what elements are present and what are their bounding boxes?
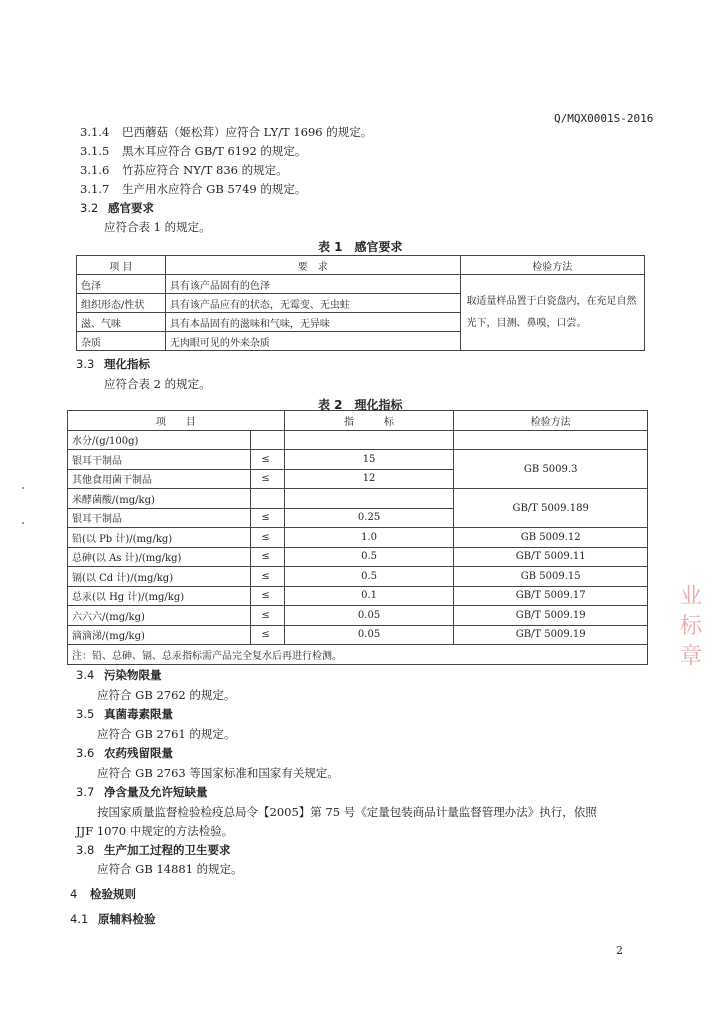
table1-requirement: 具有该产品固有的色泽 bbox=[165, 275, 460, 294]
table1-requirement: 具有本品固有的滋味和气味，无异味 bbox=[165, 313, 460, 332]
table2-method: GB/T 5009.11 bbox=[454, 547, 648, 567]
table2-method bbox=[454, 430, 648, 450]
clause-number: 3.1.7 bbox=[80, 182, 110, 196]
section-title: 真菌毒素限量 bbox=[104, 707, 173, 721]
table-row bbox=[68, 606, 648, 626]
table2-value: 0.05 bbox=[284, 606, 454, 626]
table2-leq: ≤ bbox=[250, 625, 284, 645]
table1-header-item: 项 目 bbox=[77, 256, 166, 275]
table2-method: GB/T 5009.17 bbox=[454, 586, 648, 606]
section-body-3-7-line1: 按国家质量监督检验检疫总局令【2005】第 75 号《定量包装商品计量监督管理办法》执行，依照 bbox=[97, 805, 597, 819]
clause-3-1-6 bbox=[80, 162, 288, 178]
section-title: 感官要求 bbox=[108, 201, 154, 215]
table2-value bbox=[284, 430, 454, 450]
table2-method: GB/T 5009.19 bbox=[454, 606, 648, 626]
table2-value: 1.0 bbox=[284, 528, 454, 548]
section-body-3-2: 应符合表 1 的规定。 bbox=[104, 220, 211, 234]
table2-value: 0.5 bbox=[284, 567, 454, 587]
table2-value: 0.05 bbox=[284, 625, 454, 645]
section-heading-3-3 bbox=[76, 356, 150, 372]
clause-3-1-4 bbox=[80, 124, 372, 140]
table2-value: 15 bbox=[284, 450, 454, 470]
table1-caption: 表 1 感官要求 bbox=[318, 240, 403, 254]
table2-header-row bbox=[68, 411, 648, 431]
section-heading-3-4 bbox=[76, 667, 162, 683]
table2-leq bbox=[250, 430, 284, 450]
section-number: 3.3 bbox=[76, 357, 95, 371]
table1-header-row bbox=[77, 256, 645, 275]
section-number: 3.8 bbox=[76, 843, 95, 857]
table2-item: 六六六/(mg/kg) bbox=[68, 606, 251, 626]
clause-number: 3.1.4 bbox=[80, 125, 110, 139]
table1-item: 色泽 bbox=[77, 275, 166, 294]
clause-text: 生产用水应符合 GB 5749 的规定。 bbox=[122, 182, 307, 196]
stamp-text: 业标 bbox=[680, 584, 703, 639]
section-title: 检验规则 bbox=[90, 887, 136, 901]
table2-item: 总汞(以 Hg 计)/(mg/kg) bbox=[68, 586, 251, 606]
table2-item: 水分/(g/100g) bbox=[68, 430, 251, 450]
table1-header-method: 检验方法 bbox=[460, 256, 645, 275]
table2-method: GB/T 5009.189 bbox=[454, 489, 648, 528]
section-number: 4.1 bbox=[70, 912, 89, 926]
table2-leq: ≤ bbox=[250, 586, 284, 606]
table-row bbox=[68, 489, 648, 509]
clause-number: 3.1.5 bbox=[80, 144, 110, 158]
section-heading-3-6 bbox=[76, 745, 173, 761]
table2-leq: ≤ bbox=[250, 450, 284, 470]
document-code: Q/MQX0001S-2016 bbox=[554, 112, 654, 125]
clause-number: 3.1.6 bbox=[80, 163, 110, 177]
clause-3-1-7 bbox=[80, 181, 306, 197]
section-heading-3-2 bbox=[80, 200, 154, 216]
section-number: 3.7 bbox=[76, 785, 95, 799]
section-heading-3-7 bbox=[76, 784, 208, 800]
table2-value: 0.1 bbox=[284, 586, 454, 606]
table2-header-item: 项 目 bbox=[68, 411, 285, 431]
section-body-3-8: 应符合 GB 14881 的规定。 bbox=[97, 862, 243, 876]
section-title: 污染物限量 bbox=[104, 668, 162, 682]
table1-item: 杂质 bbox=[77, 332, 166, 351]
stamp-text: 章 bbox=[680, 644, 703, 669]
section-heading-3-5 bbox=[76, 706, 173, 722]
table2-value: 0.25 bbox=[284, 508, 454, 528]
table-row bbox=[77, 275, 645, 294]
table2-leq: ≤ bbox=[250, 606, 284, 626]
table2-leq: ≤ bbox=[250, 547, 284, 567]
section-body-3-6: 应符合 GB 2763 等国家标准和国家有关规定。 bbox=[97, 766, 339, 780]
section-title: 理化指标 bbox=[104, 357, 150, 371]
table2-item: 铅(以 Pb 计)/(mg/kg) bbox=[68, 528, 251, 548]
table2-method: GB 5009.15 bbox=[454, 567, 648, 587]
section-number: 3.5 bbox=[76, 707, 95, 721]
page-number: 2 bbox=[616, 944, 623, 957]
section-body-3-7-line2: JJF 1070 中规定的方法检验。 bbox=[76, 824, 234, 838]
clause-text: 竹荪应符合 NY/T 836 的规定。 bbox=[122, 163, 288, 177]
scan-speck bbox=[22, 487, 24, 489]
scan-speck bbox=[22, 522, 24, 524]
table-row bbox=[68, 586, 648, 606]
section-title: 净含量及允许短缺量 bbox=[104, 785, 208, 799]
table2-item: 其他食用菌干制品 bbox=[68, 469, 251, 489]
table1-requirement: 无肉眼可见的外来杂质 bbox=[165, 332, 460, 351]
table2-header-value: 指 标 bbox=[284, 411, 454, 431]
table2-leq: ≤ bbox=[250, 528, 284, 548]
table2-value: 12 bbox=[284, 469, 454, 489]
section-title: 原辅料检验 bbox=[98, 912, 156, 926]
section-body-3-4: 应符合 GB 2762 的规定。 bbox=[97, 688, 236, 702]
table2-item: 银耳干制品 bbox=[68, 450, 251, 470]
table1-header-requirement: 要 求 bbox=[165, 256, 460, 275]
section-number: 3.2 bbox=[80, 201, 99, 215]
table2-item: 滴滴涕/(mg/kg) bbox=[68, 625, 251, 645]
section-number: 4 bbox=[70, 887, 78, 901]
table2-leq: ≤ bbox=[250, 508, 284, 528]
table2-method: GB 5009.12 bbox=[454, 528, 648, 548]
table2-item: 总砷(以 As 计)/(mg/kg) bbox=[68, 547, 251, 567]
clause-text: 巴西蘑菇（姬松茸）应符合 LY/T 1696 的规定。 bbox=[122, 125, 373, 139]
table2-header-method: 检验方法 bbox=[454, 411, 648, 431]
table1-item: 组织形态/性状 bbox=[77, 294, 166, 313]
table2-leq: ≤ bbox=[250, 567, 284, 587]
table2-value bbox=[284, 489, 454, 509]
table-row bbox=[68, 528, 648, 548]
table1-sensory-requirements bbox=[76, 255, 645, 351]
table2-note-row bbox=[68, 645, 648, 665]
table1-requirement: 具有该产品应有的状态，无霉变、无虫蛀 bbox=[165, 294, 460, 313]
table-row bbox=[68, 450, 648, 470]
red-seal-stamp bbox=[680, 582, 721, 669]
section-title: 生产加工过程的卫生要求 bbox=[104, 843, 231, 857]
clause-3-1-5 bbox=[80, 143, 306, 159]
table2-value: 0.5 bbox=[284, 547, 454, 567]
table-row bbox=[68, 430, 648, 450]
table2-physicochemical-indicators bbox=[67, 410, 648, 665]
section-body-3-5: 应符合 GB 2761 的规定。 bbox=[97, 727, 236, 741]
table1-method: 取适量样品置于白瓷盘内，在充足自然光下，目测、鼻嗅，口尝。 bbox=[460, 275, 645, 351]
table-row bbox=[68, 547, 648, 567]
table-row bbox=[68, 567, 648, 587]
section-body-3-3: 应符合表 2 的规定。 bbox=[104, 377, 211, 391]
table2-method: GB/T 5009.19 bbox=[454, 625, 648, 645]
table2-item: 镉(以 Cd 计)/(mg/kg) bbox=[68, 567, 251, 587]
section-heading-4-1 bbox=[70, 911, 156, 927]
table1-item: 滋、气味 bbox=[77, 313, 166, 332]
section-number: 3.6 bbox=[76, 746, 95, 760]
section-number: 3.4 bbox=[76, 668, 95, 682]
section-title: 农药残留限量 bbox=[104, 746, 173, 760]
table2-item: 银耳干制品 bbox=[68, 508, 251, 528]
table-row bbox=[68, 625, 648, 645]
table2-method: GB 5009.3 bbox=[454, 450, 648, 489]
section-heading-3-8 bbox=[76, 842, 231, 858]
table2-item: 米酵菌酸/(mg/kg) bbox=[68, 489, 251, 509]
clause-text: 黑木耳应符合 GB/T 6192 的规定。 bbox=[122, 144, 307, 158]
section-heading-4 bbox=[70, 886, 136, 902]
table2-caption: 表 2 理化指标 bbox=[318, 398, 403, 412]
table2-leq bbox=[250, 489, 284, 509]
table2-leq: ≤ bbox=[250, 469, 284, 489]
table2-note: 注：铅、总砷、镉、总汞指标需产品完全复水后再进行检测。 bbox=[68, 645, 648, 665]
